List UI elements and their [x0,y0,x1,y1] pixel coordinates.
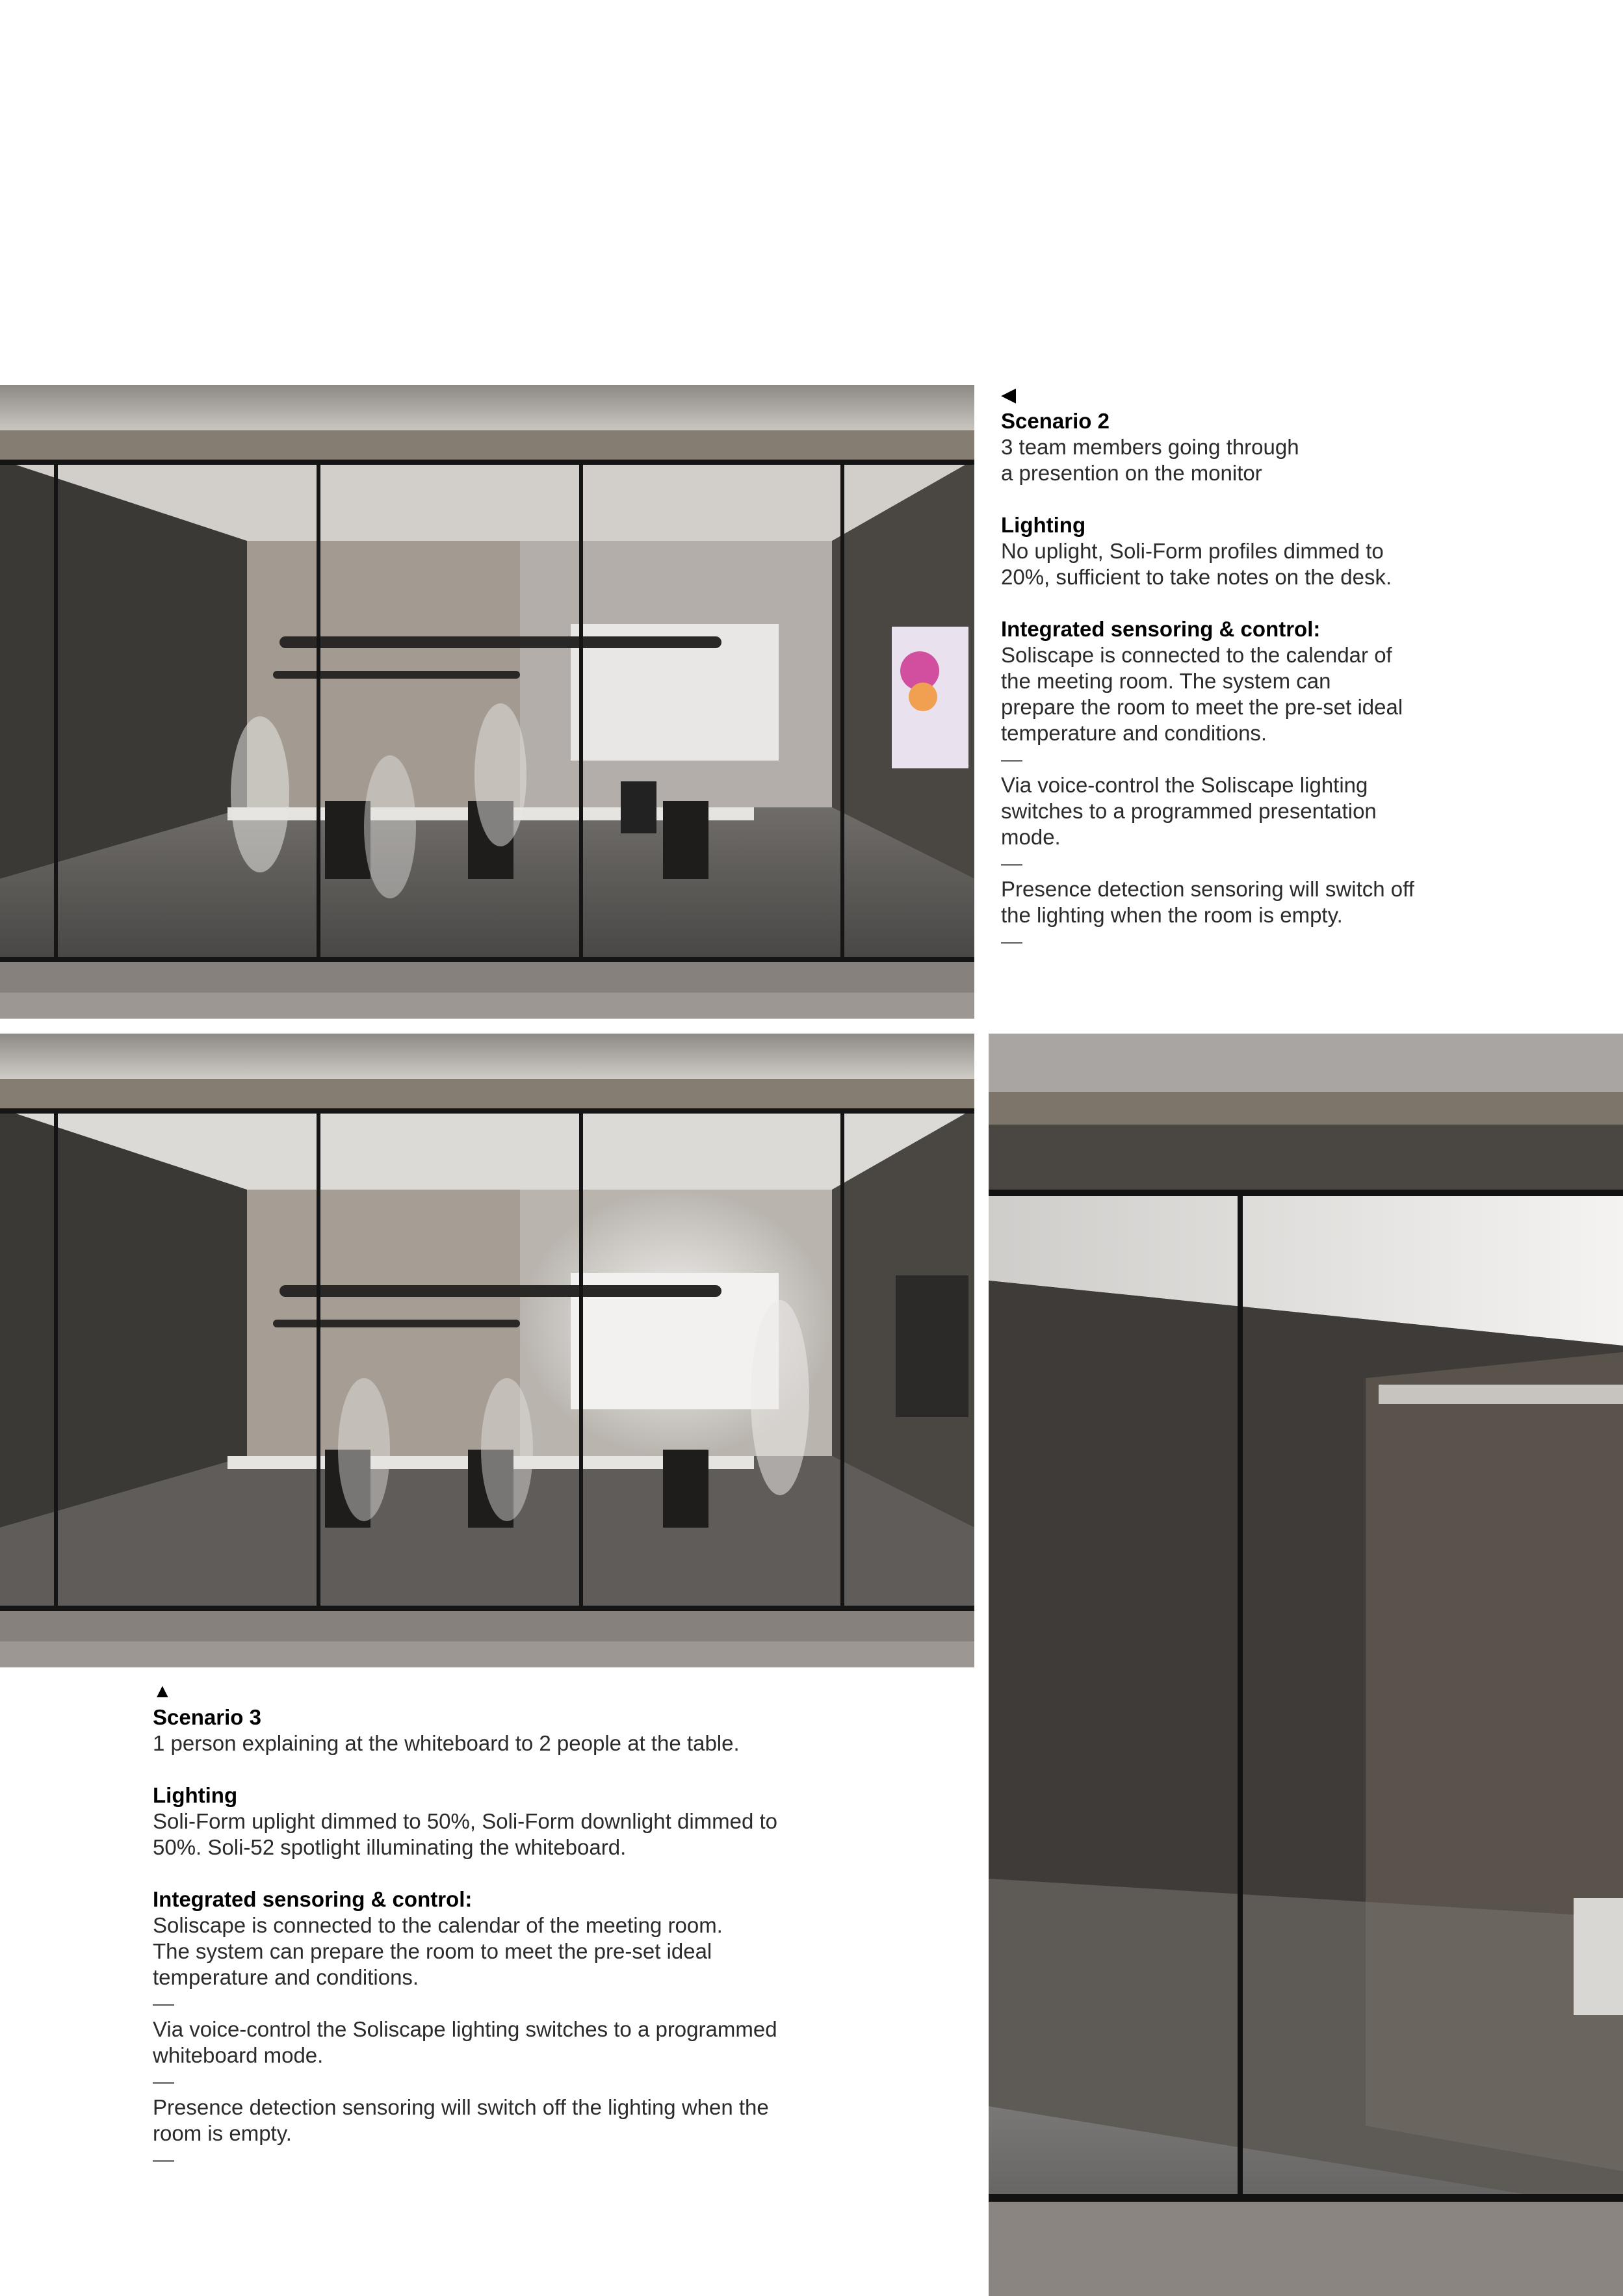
scenario-2-description-line-2: a presention on the monitor [1001,461,1262,485]
scenario-2-sensing-line-3: prepare the room to meet the pre-set ideal [1001,695,1403,719]
scenario-2-voice-line-2: switches to a programmed presentation [1001,799,1377,823]
scenario-2-presence-line-1: Presence detection sensoring will switch off [1001,877,1414,901]
divider-dash: — [153,1991,174,2015]
scenario-2-sensing-line-1: Soliscape is connected to the calendar of [1001,643,1392,667]
scenario-3-lighting-line-1: Soli-Form uplight dimmed to 50%, Soli-Form downlight dimmed to [153,1809,778,1833]
scenario-2-voice-line-3: mode. [1001,825,1061,849]
scenario-2-voice-line-1: Via voice-control the Soliscape lighting [1001,773,1368,797]
divider-dash: — [1001,929,1022,953]
scenario-3-title: Scenario 3 [153,1705,261,1729]
scenario-3-sensing-line-1: Soliscape is connected to the calendar of the meeting room. [153,1913,723,1937]
scenario-3-lighting-line-2: 50%. Soli-52 spotlight illuminating the whiteboard. [153,1835,627,1859]
scenario-3-sensing-line-3: temperature and conditions. [153,1965,419,1989]
scenario-2-text [1001,382,1495,954]
scenario-2-sensing-line-4: temperature and conditions. [1001,721,1267,745]
meeting-room-detail-photo [989,1034,1623,2296]
scenario-3-sensing-heading: Integrated sensoring & control: [153,1887,473,1911]
scenario-2-presence-line-2: the lighting when the room is empty. [1001,903,1343,927]
scenario-3-lighting-heading: Lighting [153,1783,238,1807]
scenario-3-description: 1 person explaining at the whiteboard to 2 people at the table. [153,1731,740,1755]
scenario-3-voice-line-2: whiteboard mode. [153,2043,324,2067]
scenario-3-voice-line-1: Via voice-control the Soliscape lighting switches to a programmed [153,2017,777,2041]
divider-dash: — [153,2069,174,2093]
scenario-2-lighting-line-1: No uplight, Soli-Form profiles dimmed to [1001,539,1384,563]
scenario-3-photo [0,1034,974,1667]
scenario-2-sensing-line-2: the meeting room. The system can [1001,669,1331,693]
scenario-2-lighting-line-2: 20%, sufficient to take notes on the desk. [1001,565,1392,589]
left-arrow-icon: ◀ [1001,384,1017,406]
scenario-3-presence-line-2: room is empty. [153,2121,292,2145]
divider-dash: — [1001,747,1022,771]
scenario-2-title: Scenario 2 [1001,409,1110,433]
divider-dash: — [153,2147,174,2171]
scenario-2-lighting-heading: Lighting [1001,513,1086,537]
scenario-2-sensing-heading: Integrated sensoring & control: [1001,617,1321,641]
scenario-3-presence-line-1: Presence detection sensoring will switch off the lighting when the [153,2095,769,2119]
up-arrow-icon: ▲ [153,1680,172,1702]
scenario-2-description-line-1: 3 team members going through [1001,435,1299,459]
scenario-3-sensing-line-2: The system can prepare the room to meet the pre-set ideal [153,1939,712,1963]
divider-dash: — [1001,851,1022,875]
scenario-3-text [153,1678,959,2172]
scenario-2-photo [0,385,974,1019]
